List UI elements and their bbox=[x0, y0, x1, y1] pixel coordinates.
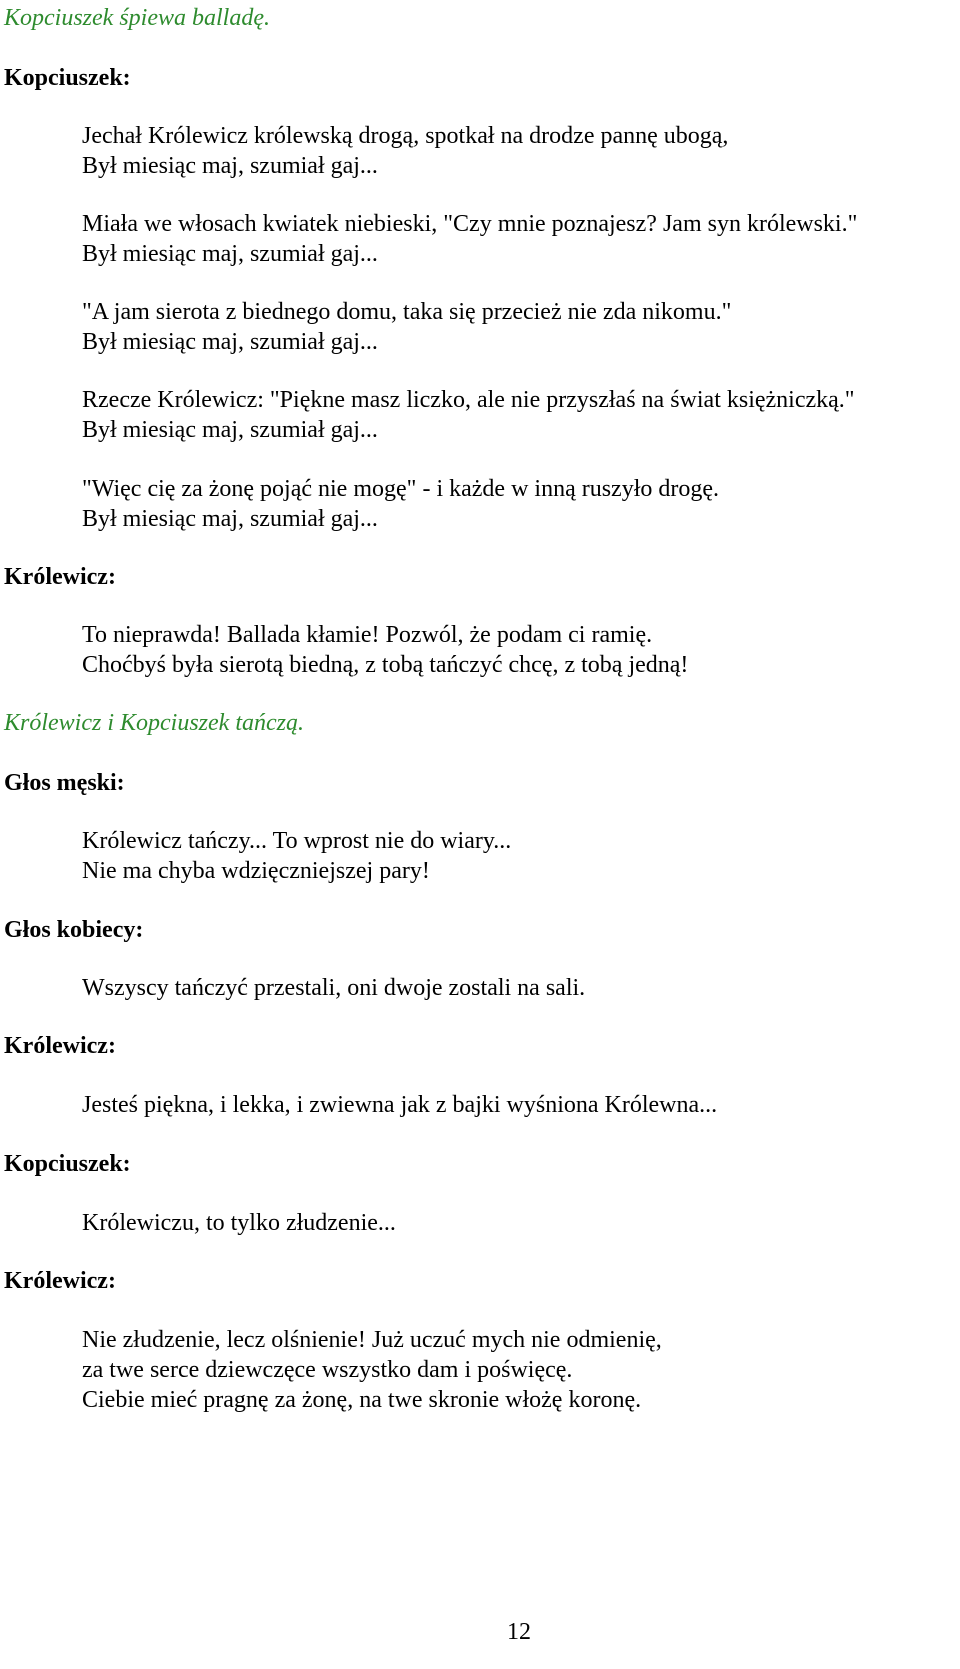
stage-direction: Królewicz i Kopciuszek tańczą. bbox=[4, 710, 304, 736]
verse-line: Jechał Królewicz królewską drogą, spotkał na drodze pannę ubogą, bbox=[82, 123, 729, 149]
verse-line: "Więc cię za żonę pojąć nie mogę" - i każde w inną ruszyło drogę. bbox=[82, 476, 720, 502]
verse-line: Królewiczu, to tylko złudzenie... bbox=[82, 1210, 396, 1236]
speaker-name: Głos męski: bbox=[4, 770, 125, 796]
verse-line: Choćbyś była sierotą biedną, z tobą tańczyć chcę, z tobą jedną! bbox=[82, 652, 689, 678]
verse-line: Ciebie mieć pragnę za żonę, na twe skronie włożę koronę. bbox=[82, 1387, 642, 1413]
verse-line: "A jam sierota z biednego domu, taka się przecież nie zda nikomu." bbox=[82, 299, 732, 325]
speaker-name: Głos kobiecy: bbox=[4, 917, 144, 943]
verse-line: za twe serce dziewczęce wszystko dam i poświęcę. bbox=[82, 1357, 573, 1383]
verse-line: Wszyscy tańczyć przestali, oni dwoje zostali na sali. bbox=[82, 975, 586, 1001]
speaker-name: Kopciuszek: bbox=[4, 1151, 131, 1177]
page-number: 12 bbox=[507, 1619, 531, 1645]
speaker-name: Kopciuszek: bbox=[4, 65, 131, 91]
speaker-name: Królewicz: bbox=[4, 1268, 116, 1294]
verse-line: Był miesiąc maj, szumiał gaj... bbox=[82, 417, 378, 443]
verse-line: Był miesiąc maj, szumiał gaj... bbox=[82, 506, 378, 532]
speaker-name: Królewicz: bbox=[4, 564, 116, 590]
stage-direction: Kopciuszek śpiewa balladę. bbox=[4, 5, 270, 31]
verse-line: Królewicz tańczy... To wprost nie do wiary... bbox=[82, 828, 512, 854]
verse-line: Rzecze Królewicz: "Piękne masz liczko, ale nie przyszłaś na świat księżniczką." bbox=[82, 387, 855, 413]
verse-line: Miała we włosach kwiatek niebieski, "Czy mnie poznajesz? Jam syn królewski." bbox=[82, 211, 858, 237]
verse-line: Nie złudzenie, lecz olśnienie! Już uczuć mych nie odmienię, bbox=[82, 1327, 662, 1353]
verse-line: Był miesiąc maj, szumiał gaj... bbox=[82, 329, 378, 355]
verse-line: To nieprawda! Ballada kłamie! Pozwól, że podam ci ramię. bbox=[82, 622, 653, 648]
verse-line: Był miesiąc maj, szumiał gaj... bbox=[82, 241, 378, 267]
verse-line: Był miesiąc maj, szumiał gaj... bbox=[82, 153, 378, 179]
verse-line: Jesteś piękna, i lekka, i zwiewna jak z bajki wyśniona Królewna... bbox=[82, 1092, 718, 1118]
speaker-name: Królewicz: bbox=[4, 1033, 116, 1059]
verse-line: Nie ma chyba wdzięczniejszej pary! bbox=[82, 858, 430, 884]
